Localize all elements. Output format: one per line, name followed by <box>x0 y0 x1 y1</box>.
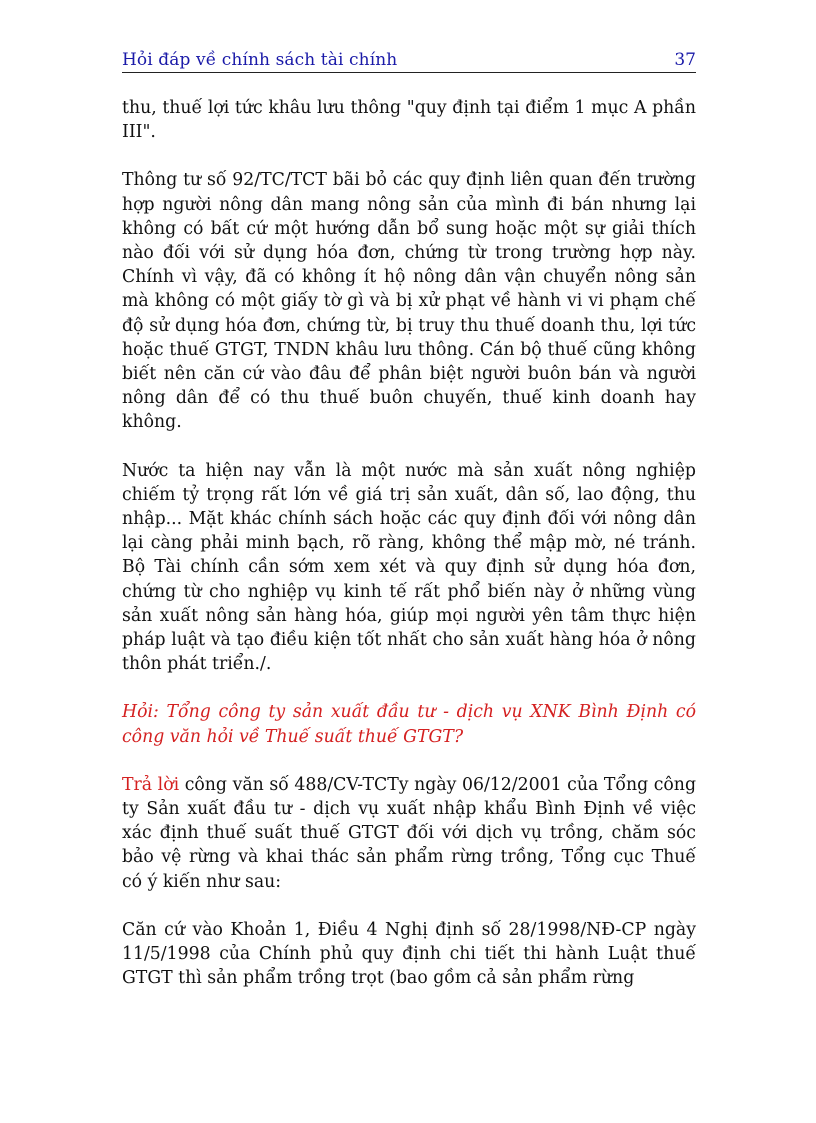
paragraph-circular-92: Thông tư số 92/TC/TCT bãi bỏ các quy định liên quan đến trường hợp người nông dân mang nông sản của mình đi bán nhưng lại không có bất cứ một hướng dẫn bổ sung hoặc một sự giải thích nào đối với sử dụng hóa đơn, chứng từ trong trường hợp này. Chính vì vậy, đã có không ít hộ nông dân vận chuyển nông sản mà không có một giấy tờ gì và bị xử phạt về hành vi vi phạm chế độ sử dụng hóa đơn, chứng từ, bị truy thu thuế doanh thu, lợi tức hoặc thuế GTGT, TNDN khâu lưu thông. Cán bộ thuế cũng không biết nên căn cứ vào đâu để phân biệt người buôn bán và người nông dân để có thu thuế buôn chuyến, thuế kinh doanh hay không. <box>122 170 696 433</box>
page-header <box>122 48 696 73</box>
document-page <box>122 0 696 1123</box>
question-heading: Hỏi: Tổng công ty sản xuất đầu tư - dịch vụ XNK Bình Định có công văn hỏi về Thuế suất thuế GTGT? <box>122 702 696 747</box>
paragraph-agriculture: Nước ta hiện nay vẫn là một nước mà sản xuất nông nghiệp chiếm tỷ trọng rất lớn về giá trị sản xuất, dân số, lao động, thu nhập... Mặt khác chính sách hoặc các quy định đối với nông dân lại càng phải minh bạch, rõ ràng, không thể mập mờ, né tránh. Bộ Tài chính cần sớm xem xét và quy định sử dụng hóa đơn, chứng từ cho nghiệp vụ kinh tế rất phổ biến này ở những vùng sản xuất nông sản hàng hóa, giúp mọi người yên tâm thực hiện pháp luật và tạo điều kiện tốt nhất cho sản xuất hàng hóa ở nông thôn phát triển./. <box>122 460 696 675</box>
running-title: Hỏi đáp về chính sách tài chính <box>122 50 398 70</box>
answer-label: Trả lời <box>122 774 180 795</box>
paragraph-continuation: thu, thuế lợi tức khâu lưu thông "quy định tại điểm 1 mục A phần III". <box>122 98 696 143</box>
paragraph-decree-28: Căn cứ vào Khoản 1, Điều 4 Nghị định số 28/1998/NĐ-CP ngày 11/5/1998 của Chính phủ quy định chi tiết thi hành Luật thuế GTGT thì sản phẩm trồng trọt (bao gồm cả sản phẩm rừng <box>122 919 696 989</box>
page-number: 37 <box>674 50 696 70</box>
answer-paragraph <box>122 773 696 894</box>
page-body <box>122 96 696 1015</box>
answer-text: công văn số 488/CV-TCTy ngày 06/12/2001 của Tổng công ty Sản xuất đầu tư - dịch vụ xuất nhập khẩu Bình Định về việc xác định thuế suất thuế GTGT đối với dịch vụ trồng, chăm sóc bảo vệ rừng và khai thác sản phẩm rừng trồng, Tổng cục Thuế có ý kiến như sau: <box>122 774 697 892</box>
